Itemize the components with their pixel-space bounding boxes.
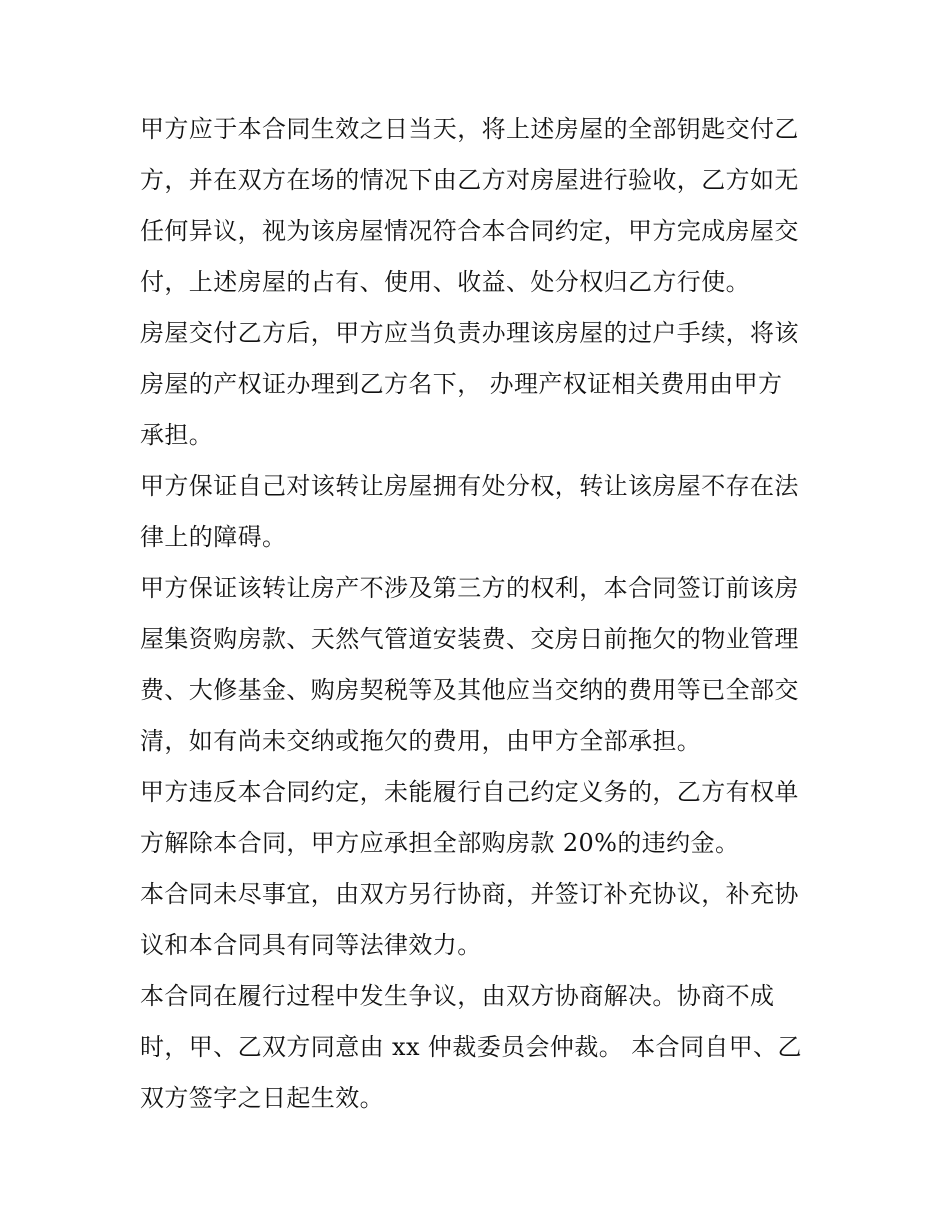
document-body: [140, 104, 815, 1124]
paragraph-line: 方解除本合同，甲方应承担全部购房款 20%的违约金。: [140, 829, 740, 857]
paragraph-line: 方，并在双方在场的情况下由乙方对房屋进行验收，乙方如无: [140, 166, 799, 194]
paragraph-third-party-rights: [140, 563, 815, 767]
paragraph-line: 付，上述房屋的占有、使用、收益、处分权归乙方行使。: [140, 268, 750, 296]
paragraph-line: 甲方应于本合同生效之日当天，将上述房屋的全部钥匙交付乙: [140, 115, 799, 143]
paragraph-key-delivery: [140, 104, 815, 308]
paragraph-line: 房屋交付乙方后，甲方应当负责办理该房屋的过户手续，将该: [140, 319, 799, 347]
paragraph-title-transfer: [140, 308, 815, 461]
paragraph-line: 清，如有尚未交纳或拖欠的费用，由甲方全部承担。: [140, 727, 702, 755]
paragraph-line: 律上的障碍。: [140, 523, 287, 551]
paragraph-line: 甲方保证自己对该转让房屋拥有处分权，转让该房屋不存在法: [140, 472, 799, 500]
paragraph-breach-penalty: [140, 767, 815, 869]
paragraph-line: 议和本合同具有同等法律效力。: [140, 931, 482, 959]
paragraph-disposal-right: [140, 461, 815, 563]
paragraph-line: 双方签字之日起生效。: [140, 1084, 384, 1112]
paragraph-line: 任何异议，视为该房屋情况符合本合同约定，甲方完成房屋交: [140, 217, 799, 245]
paragraph-line: 承担。: [140, 421, 214, 449]
paragraph-line: 时，甲、乙双方同意由 xx 仲裁委员会仲裁。 本合同自甲、乙: [140, 1033, 802, 1061]
paragraph-supplementary-agreement: [140, 869, 815, 971]
paragraph-line: 本合同在履行过程中发生争议，由双方协商解决。协商不成: [140, 982, 775, 1010]
paragraph-line: 本合同未尽事宜，由双方另行协商，并签订补充协议，补充协: [140, 880, 799, 908]
paragraph-line: 屋集资购房款、天然气管道安装费、交房日前拖欠的物业管理: [140, 625, 799, 653]
paragraph-line: 甲方保证该转让房产不涉及第三方的权利，本合同签订前该房: [140, 574, 799, 602]
paragraph-line: 甲方违反本合同约定，未能履行自己约定义务的，乙方有权单: [140, 778, 799, 806]
paragraph-dispute-resolution: [140, 971, 815, 1124]
paragraph-line: 房屋的产权证办理到乙方名下， 办理产权证相关费用由甲方: [140, 370, 783, 398]
paragraph-line: 费、大修基金、购房契税等及其他应当交纳的费用等已全部交: [140, 676, 799, 704]
